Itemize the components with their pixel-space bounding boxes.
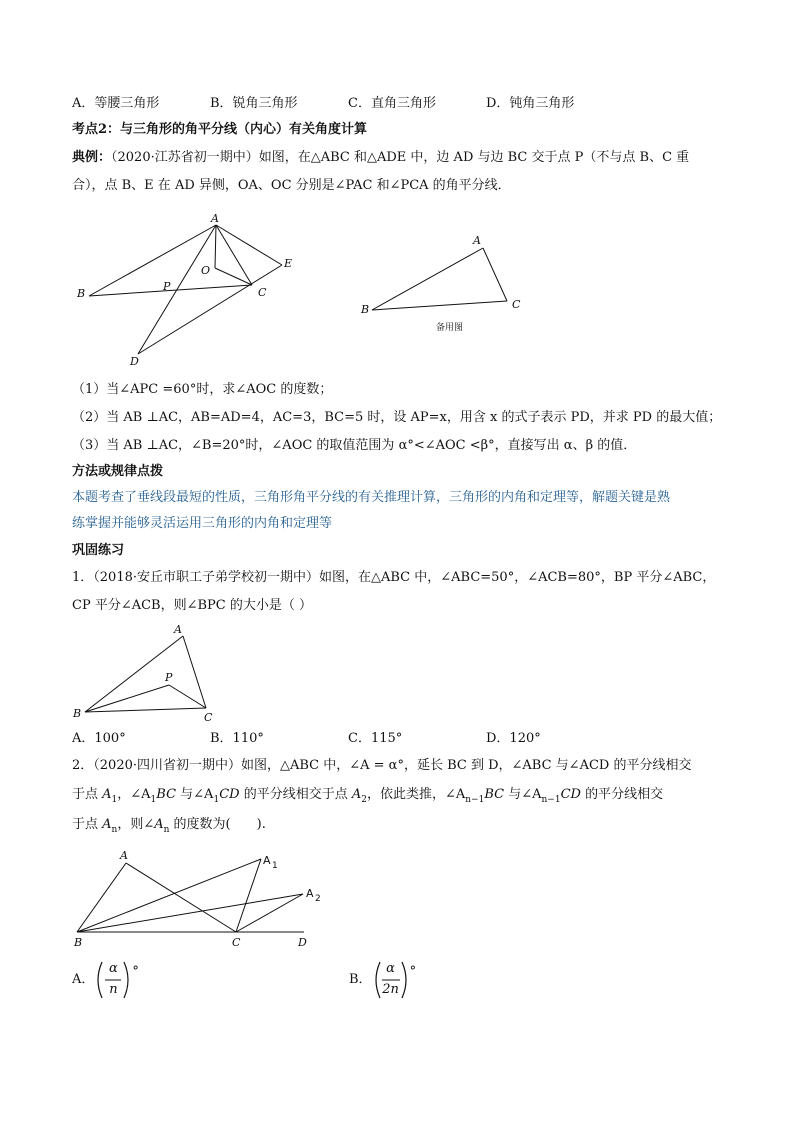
q1-label-b: B <box>73 707 82 720</box>
q2-option-b-unit: ° <box>409 964 417 979</box>
q2-text: ，则∠ <box>117 817 155 832</box>
method-line-1: 本题考查了垂线段最短的性质，三角形角平分线的有关推理计算，三角形的内角和定理等，解题关键是熟 <box>72 490 671 505</box>
q2-var: A <box>351 787 362 802</box>
example-text-1: （2020·江苏省初一期中）如图，在△ABC 和△ADE 中，边 AD 与边 BC 交于点 P（不与点 B、C 重 <box>111 150 690 165</box>
q2-var: CD <box>219 787 240 802</box>
q2-sub: 1 <box>213 795 220 805</box>
figure-spare-lines <box>372 248 507 310</box>
q2-line-2 <box>72 785 663 806</box>
q1-option-d[interactable]: D．120° <box>486 731 541 746</box>
example-label: 典例： <box>72 150 112 165</box>
q2-text: 的平分线相交 <box>580 787 664 802</box>
q2-option-b-den: 2n <box>382 981 399 997</box>
q2-text: ，∠A <box>117 787 151 802</box>
q2-sub: 2 <box>361 795 367 805</box>
example-line-2: 合），点 B、E 在 AD 异侧，OA、OC 分别是∠PAC 和∠PCA 的角平分线． <box>72 178 511 193</box>
q2-sub: n−1 <box>541 795 561 805</box>
q2-option-b-label: B． <box>349 972 372 987</box>
q1-line-1: 1．（2018·安丘市职工子弟学校初一期中）如图，在△ABC 中，∠ABC=50°，∠ACB=80°，BP 平分∠ABC， <box>72 570 716 585</box>
q2-text: 于点 <box>72 787 103 802</box>
q2-option-a[interactable] <box>72 958 139 1002</box>
q2-option-b[interactable] <box>349 958 416 1002</box>
q2-option-a-fraction <box>94 960 132 1000</box>
label-e: E <box>284 257 293 270</box>
q2-sub: 1 <box>111 795 118 805</box>
q2-text: 于点 <box>72 817 103 832</box>
q2-option-b-num: α <box>386 960 395 976</box>
q2-option-b-fraction <box>372 960 410 1000</box>
q2-line-3 <box>72 815 266 836</box>
q0-option-a[interactable]: A．等腰三角形 <box>72 96 160 111</box>
q2-text: 与∠A <box>504 787 542 802</box>
q2-var: A <box>102 817 112 832</box>
subquestion-1: （1）当∠APC =60°时，求∠AOC 的度数； <box>72 382 333 397</box>
q2-label-c: C <box>232 936 241 949</box>
q1-figure-lines <box>85 636 206 712</box>
q1-option-c[interactable]: C．115° <box>348 731 403 746</box>
example-figure-spare <box>356 230 536 340</box>
q2-label-a1: A <box>263 854 271 867</box>
q2-label-a: A <box>120 849 128 862</box>
label-a: A <box>211 212 219 225</box>
q2-label-a2-sub: 2 <box>315 894 321 904</box>
q2-line-1: 2．（2020·四川省初一期中）如图，△ABC 中，∠A = α°，延长 BC 到 D，∠ABC 与∠ACD 的平分线相交 <box>72 758 692 773</box>
q1-label-p: P <box>165 671 173 684</box>
q2-var: BC <box>484 787 505 802</box>
spare-label-b: B <box>361 303 370 316</box>
label-c: C <box>258 286 267 299</box>
method-title: 方法或规律点拨 <box>72 464 164 479</box>
q0-option-c[interactable]: C．直角三角形 <box>348 96 436 111</box>
q2-option-a-label: A． <box>72 972 95 987</box>
q2-option-a-unit: ° <box>132 964 139 979</box>
q2-text: 的度数为( ). <box>169 817 266 832</box>
practice-title: 巩固练习 <box>72 543 125 558</box>
q1-figure <box>70 620 230 725</box>
q1-label-c: C <box>204 711 213 724</box>
q2-var: BC <box>156 787 177 802</box>
q2-figure-lines <box>77 859 304 932</box>
q2-label-a1-sub: 1 <box>272 861 278 871</box>
q2-label-d: D <box>298 936 307 949</box>
spare-caption: 备用图 <box>436 323 464 333</box>
subquestion-3: （3）当 AB ⊥AC，∠B=20°时，∠AOC 的取值范围为 α°<∠AOC <β°，直接写出 α、β 的值． <box>72 438 637 453</box>
q2-text: 与∠A <box>176 787 214 802</box>
q1-options <box>72 729 752 749</box>
q2-var: CD <box>560 787 581 802</box>
q1-label-a: A <box>174 623 182 636</box>
label-o: O <box>201 264 211 277</box>
q2-option-a-den: n <box>109 981 118 997</box>
q2-text: ，依此类推，∠A <box>366 787 466 802</box>
label-p: P <box>163 280 171 293</box>
q0-option-b[interactable]: B．锐角三角形 <box>210 96 298 111</box>
q0-option-d[interactable]: D．钝角三角形 <box>486 96 575 111</box>
q1-line-2: CP 平分∠ACB，则∠BPC 的大小是（ ） <box>72 598 313 613</box>
example-figure-main <box>70 208 320 368</box>
q2-sub: 1 <box>150 795 157 805</box>
subquestion-2: （2）当 AB ⊥AC，AB=AD=4，AC=3，BC=5 时，设 AP=x，用含 x 的式子表示 PD，并求 PD 的最大值； <box>72 410 722 425</box>
q2-label-b: B <box>74 936 83 949</box>
q2-figure <box>70 846 340 954</box>
label-b: B <box>77 287 86 300</box>
q0-options <box>72 94 752 114</box>
figure-main-lines <box>89 225 282 354</box>
method-line-2: 练掌握并能够灵活运用三角形的内角和定理等 <box>72 516 333 531</box>
q2-sub: n <box>163 825 170 835</box>
q2-sub: n−1 <box>465 795 485 805</box>
spare-label-a: A <box>473 234 481 247</box>
spare-label-c: C <box>512 298 521 311</box>
label-d: D <box>130 355 139 368</box>
q2-label-a2: A <box>306 887 314 900</box>
q2-sub: n <box>111 825 118 835</box>
q1-option-b[interactable]: B．110° <box>210 731 264 746</box>
q2-var: A <box>102 787 112 802</box>
q2-option-a-num: α <box>109 960 118 976</box>
q2-text: 的平分线相交于点 <box>239 787 352 802</box>
kaodian2-title: 考点2：与三角形的角平分线（内心）有关角度计算 <box>72 122 368 137</box>
q2-var: A <box>154 817 164 832</box>
example-line-1 <box>72 148 689 168</box>
q1-option-a[interactable]: A．100° <box>72 731 126 746</box>
